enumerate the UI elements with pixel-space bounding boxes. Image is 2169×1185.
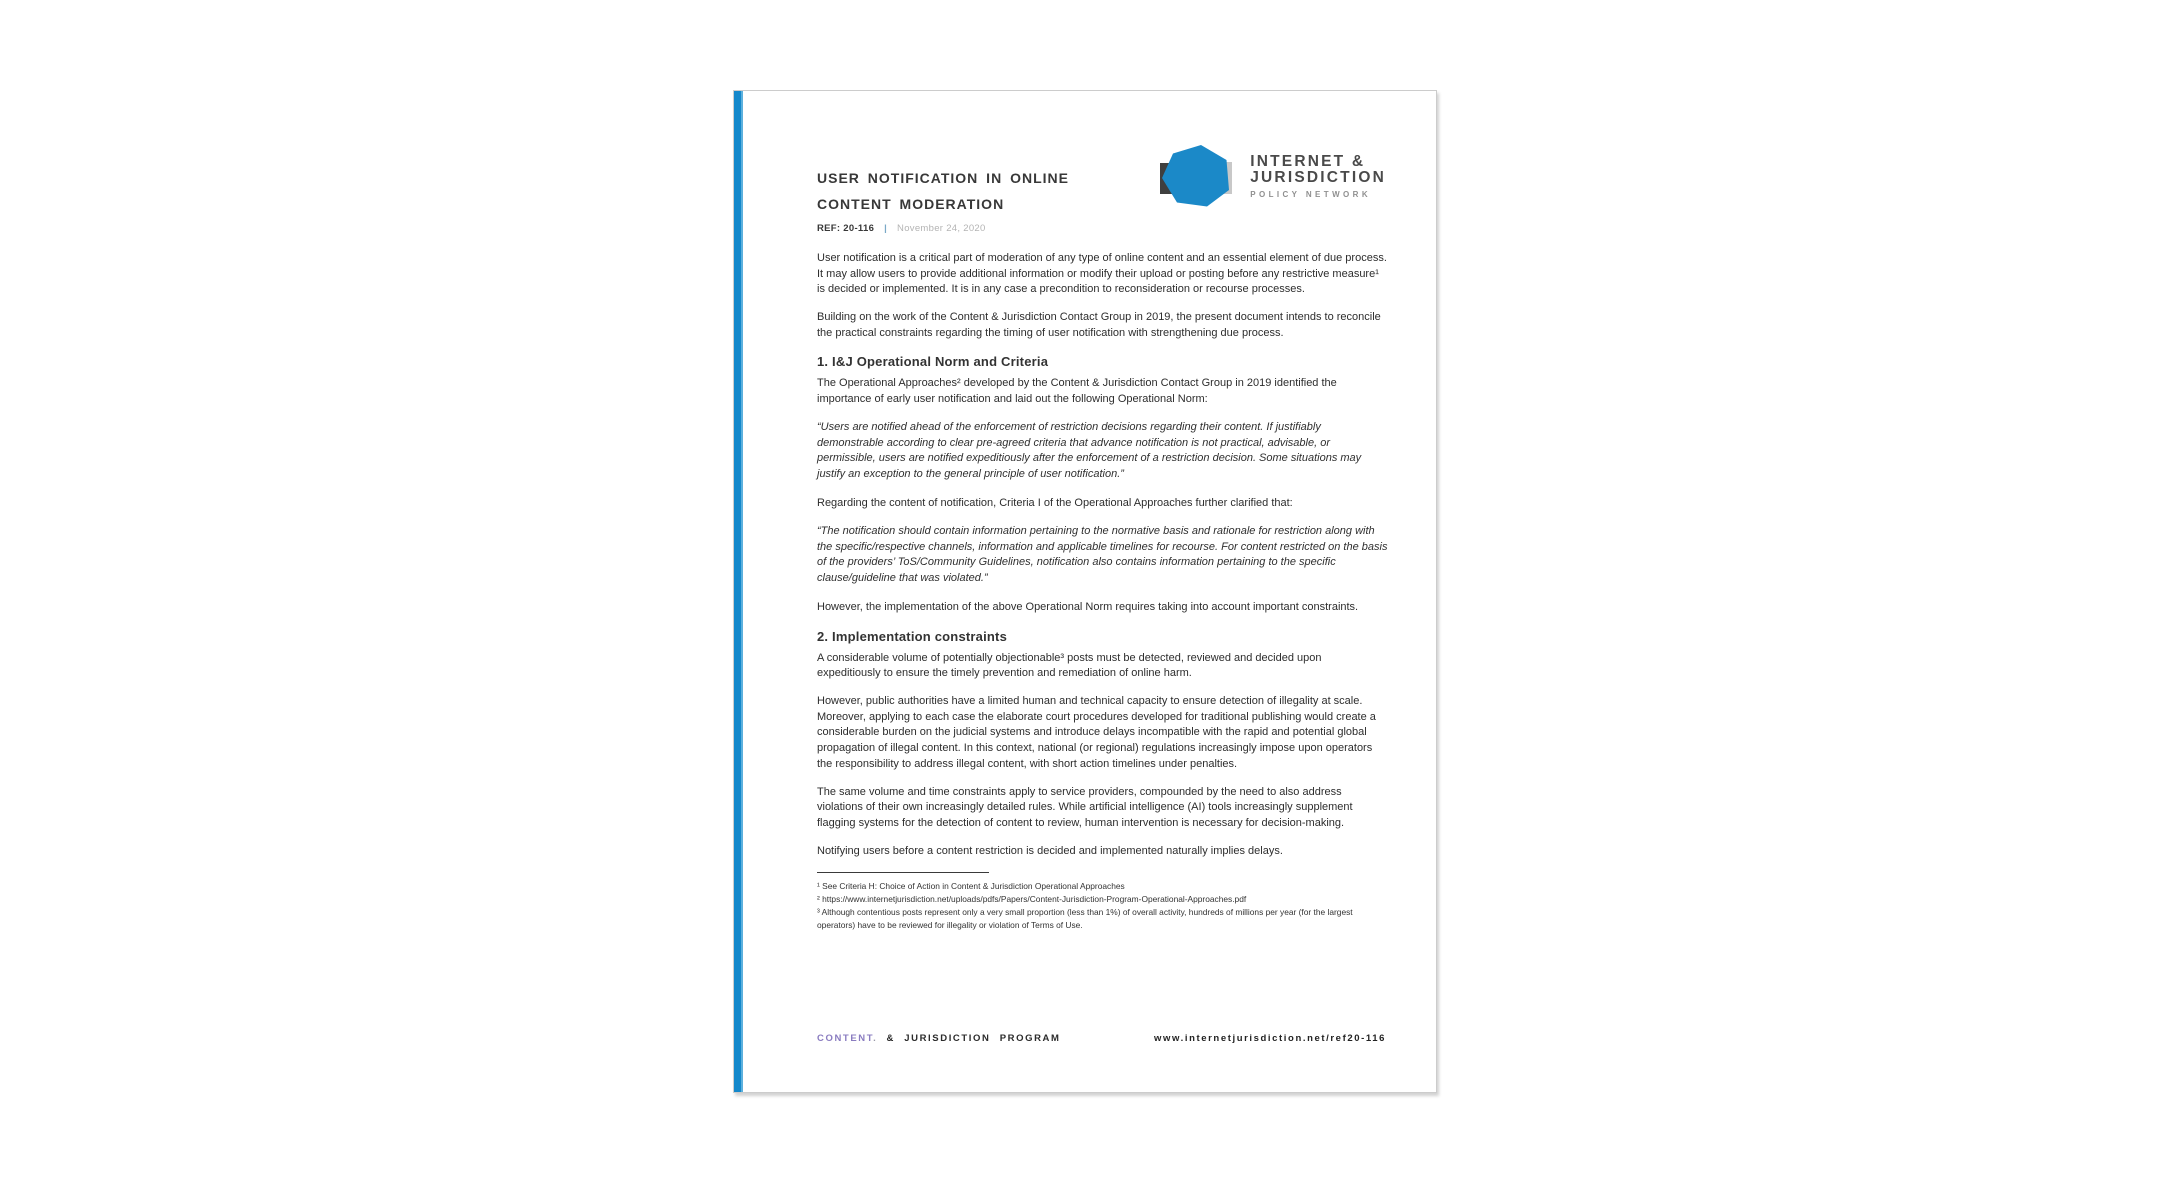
block-quote: “The notification should contain information pertaining to the normative basis and rationale for restriction along with the specific/respective channels, information and applicable timelines for recourse. For content restricted on the basis of the providers’ ToS/Community Guidelines, notification also contains information pertaining to the specific clause/guideline that was violated.” — [817, 525, 1388, 584]
reference-separator: | — [884, 223, 888, 234]
paragraph: User notification is a critical part of moderation of any type of online content and an essential element of due process. It may allow users to provide additional information or modify their upload or posting before any restrictive measure¹ is decided or implemented. It is in any case a precondition to reconsideration or recourse processes. — [817, 252, 1387, 296]
footnote: ³ Although contentious posts represent only a very small proportion (less than 1%) of overall activity, hundreds of millions per year (for the largest operators) have to be reviewed for illegality or violation of Terms of Use. — [817, 907, 1353, 931]
document-header — [817, 152, 1388, 234]
footnote: ² https://www.internetjurisdiction.net/uploads/pdfs/Papers/Content-Jurisdiction-Program-Operational-Approaches.pdf — [817, 894, 1247, 905]
heptagon-logo-icon — [1160, 144, 1238, 208]
paragraph: The Operational Approaches² developed by the Content & Jurisdiction Contact Group in 2019 identified the importance of early user notification and laid out the following Operational Norm: — [817, 377, 1337, 406]
document-footer — [817, 1033, 1386, 1044]
footnote-divider — [817, 872, 989, 873]
page-title-line1: USER NOTIFICATION IN ONLINE — [817, 170, 1069, 186]
logo-line-jurisdiction: JURISDICTION — [1250, 169, 1386, 186]
logo-line-policy-network: POLICY NETWORK — [1250, 189, 1372, 199]
paragraph: Regarding the content of notification, Criteria I of the Operational Approaches further clarified that: — [817, 497, 1293, 510]
reference-line — [817, 223, 1388, 234]
footnotes-section — [817, 872, 1388, 932]
document-body — [817, 251, 1388, 860]
program-label-dot: . — [873, 1033, 878, 1044]
paragraph: The same volume and time constraints apply to service providers, compounded by the need to also address violations of their own increasingly detailed rules. While artificial intelligence (AI) tools increasingly supplement flagging systems for the detection of content to review, human intervention is necessary for decision-making. — [817, 785, 1353, 829]
paragraph: A considerable volume of potentially objectionable³ posts must be detected, reviewed and decided upon expeditiously to ensure the timely prevention and remediation of online harm. — [817, 651, 1322, 680]
document-url: www.internetjurisdiction.net/ref20-116 — [1153, 1033, 1386, 1044]
section-heading-implementation-constraints: 2. Implementation constraints — [817, 628, 1008, 644]
document-date: November 24, 2020 — [897, 223, 986, 234]
program-label — [817, 1033, 1061, 1044]
footnote: ¹ See Criteria H: Choice of Action in Content & Jurisdiction Operational Approaches — [817, 881, 1125, 892]
document-page — [733, 90, 1437, 1093]
program-label-rest: & JURISDICTION PROGRAM — [877, 1033, 1061, 1044]
internet-jurisdiction-logo — [1160, 144, 1386, 208]
page-content — [734, 91, 1436, 1092]
paragraph: Building on the work of the Content & Jurisdiction Contact Group in 2019, the present document intends to reconcile the practical constraints regarding the timing of user notification with strengthening due process. — [817, 311, 1381, 339]
paragraph: However, public authorities have a limited human and technical capacity to ensure detection of illegality at scale. Moreover, applying to each case the elaborate court procedures developed for traditional publishing would create a considerable burden on the judicial systems and introduce delays incompatible with the rapid and potential global propagation of illegal content. In this context, national (or regional) regulations increasingly impose upon operators the responsibility to address illegal content, with short action timelines under penalties. — [817, 695, 1376, 770]
logo-line-internet: INTERNET & — [1250, 152, 1366, 170]
reference-number: REF: 20-116 — [817, 223, 875, 234]
logo-wordmark — [1250, 154, 1386, 199]
page-title-line2: CONTENT MODERATION — [817, 195, 1005, 212]
block-quote: “Users are notified ahead of the enforcement of restriction decisions regarding their content. If justifiably demonstrable according to clear pre-agreed criteria that advance notification is not practical, advisable, or permissible, users are notified expeditiously after the enforcement of a restriction decision. Some situations may justify an exception to the general principle of user notification.” — [817, 421, 1362, 480]
section-heading-operational-norm: 1. I&J Operational Norm and Criteria — [817, 354, 1049, 370]
program-label-accent: CONTENT — [817, 1033, 874, 1044]
paragraph: Notifying users before a content restriction is decided and implemented naturally implies delays. — [817, 845, 1283, 858]
paragraph: However, the implementation of the above Operational Norm requires taking into account important constraints. — [817, 601, 1359, 613]
